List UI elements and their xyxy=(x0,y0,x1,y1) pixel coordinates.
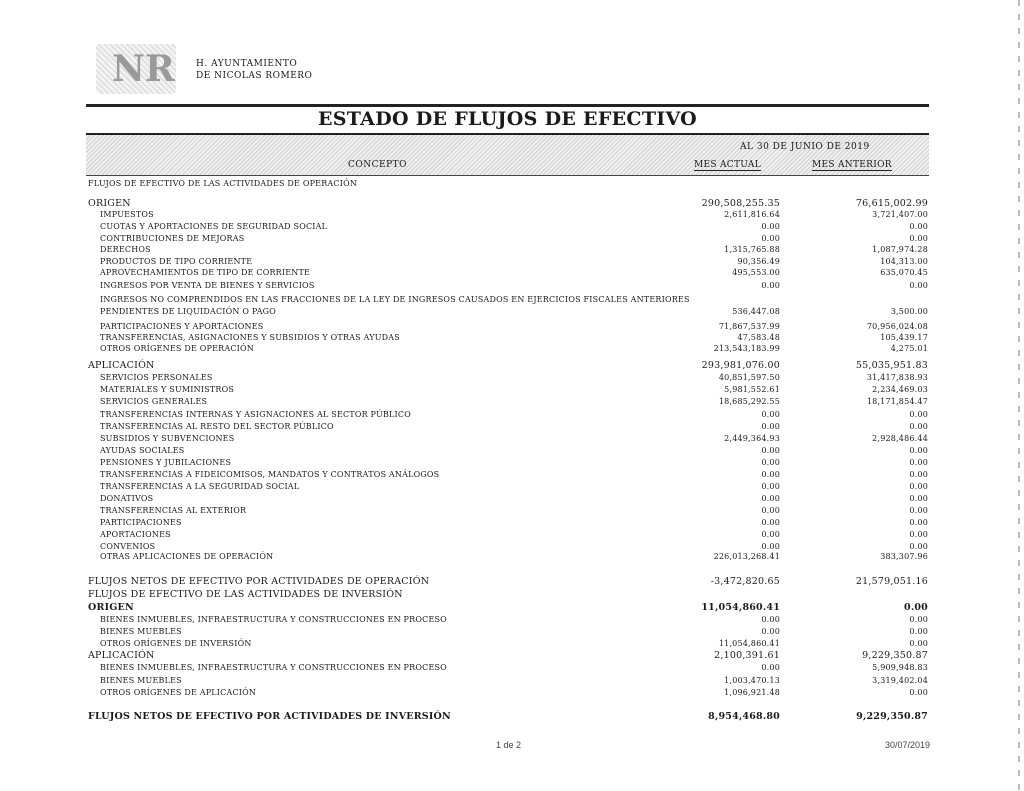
previous-month-value: 0.00 xyxy=(909,518,928,527)
table-row xyxy=(88,360,930,372)
previous-month-value: 9,229,350.87 xyxy=(862,650,928,661)
row-label: ORIGEN xyxy=(88,602,134,613)
report-date-label: AL 30 DE JUNIO DE 2019 xyxy=(740,142,870,152)
previous-month-value: 0.00 xyxy=(904,602,928,613)
table-row xyxy=(88,662,930,674)
row-label: BIENES INMUEBLES, INFRAESTRUCTURA Y CONSTRUCCIONES EN PROCESO xyxy=(100,615,447,624)
row-label: APLICACIÓN xyxy=(88,360,155,371)
row-label: SERVICIOS PERSONALES xyxy=(100,373,213,382)
table-row xyxy=(88,602,930,614)
table-row xyxy=(88,421,930,433)
previous-month-value: 104,313.00 xyxy=(880,257,928,266)
previous-month-value: 55,035,951.83 xyxy=(855,360,928,371)
row-label: FLUJOS NETOS DE EFECTIVO POR ACTIVIDADES DE OPERACIÓN xyxy=(88,576,430,587)
row-label: PRODUCTOS DE TIPO CORRIENTE xyxy=(100,257,253,266)
row-label: SERVICIOS GENERALES xyxy=(100,397,208,406)
current-month-value: -3,472,820.65 xyxy=(710,576,780,587)
row-label: BIENES MUEBLES xyxy=(100,676,182,685)
table-row xyxy=(88,280,930,292)
current-month-column-header: MES ACTUAL xyxy=(694,160,761,170)
current-month-value: 0.00 xyxy=(761,615,780,624)
previous-month-value: 0.00 xyxy=(909,410,928,419)
previous-month-value: 0.00 xyxy=(909,688,928,697)
current-month-value: 47,583.48 xyxy=(737,333,780,342)
current-month-value: 0.00 xyxy=(761,663,780,672)
table-row xyxy=(88,481,930,493)
previous-month-value: 31,417,838.93 xyxy=(866,373,928,382)
current-month-value: 0.00 xyxy=(761,234,780,243)
concept-column-header: CONCEPTO xyxy=(348,160,408,170)
previous-month-value: 2,234,469.03 xyxy=(872,385,928,394)
row-label: INGRESOS POR VENTA DE BIENES Y SERVICIOS xyxy=(100,281,315,290)
table-row xyxy=(88,445,930,457)
previous-month-value: 0.00 xyxy=(909,542,928,551)
table-header-band xyxy=(86,133,929,176)
current-month-value: 226,013,268.41 xyxy=(713,552,780,561)
current-month-value: 11,054,860.41 xyxy=(701,602,780,613)
current-month-value: 11,054,860.41 xyxy=(718,639,780,648)
previous-month-value: 76,615,002.99 xyxy=(855,198,928,209)
org-line-1: H. AYUNTAMIENTO xyxy=(196,59,298,69)
table-row xyxy=(88,493,930,505)
current-month-value: 290,508,255.35 xyxy=(701,198,780,209)
previous-month-value: 0.00 xyxy=(909,530,928,539)
row-label: APLICACIÓN xyxy=(88,650,155,661)
row-label: BIENES MUEBLES xyxy=(100,627,182,636)
table-row xyxy=(88,372,930,384)
current-month-value: 0.00 xyxy=(761,530,780,539)
table-row xyxy=(88,650,930,662)
table-row xyxy=(88,294,930,306)
row-label: FLUJOS NETOS DE EFECTIVO POR ACTIVIDADES DE INVERSIÓN xyxy=(88,711,451,722)
table-row xyxy=(88,505,930,517)
row-label: ORIGEN xyxy=(88,198,131,209)
current-month-value: 0.00 xyxy=(761,627,780,636)
current-month-value: 0.00 xyxy=(761,482,780,491)
row-label: FLUJOS DE EFECTIVO DE LAS ACTIVIDADES DE OPERACIÓN xyxy=(88,179,358,188)
current-month-value: 40,851,597.50 xyxy=(718,373,780,382)
previous-month-value: 0.00 xyxy=(909,446,928,455)
row-label: APROVECHAMIENTOS DE TIPO DE CORRIENTE xyxy=(100,268,311,277)
row-label: FLUJOS DE EFECTIVO DE LAS ACTIVIDADES DE INVERSIÓN xyxy=(88,589,403,600)
previous-month-value: 0.00 xyxy=(909,615,928,624)
previous-month-value: 5,909,948.83 xyxy=(872,663,928,672)
footer-date: 30/07/2019 xyxy=(885,740,931,750)
row-label: MATERIALES Y SUMINISTROS xyxy=(100,385,235,394)
current-month-value: 1,315,765.88 xyxy=(724,245,780,254)
previous-month-value: 3,500.00 xyxy=(890,307,928,316)
current-month-value: 0.00 xyxy=(761,494,780,503)
previous-month-value: 3,319,402.04 xyxy=(872,676,928,685)
table-row xyxy=(88,551,930,563)
page-title: ESTADO DE FLUJOS DE EFECTIVO xyxy=(317,108,698,130)
current-month-value: 0.00 xyxy=(761,410,780,419)
current-month-value: 293,981,076.00 xyxy=(701,360,780,371)
table-row xyxy=(88,457,930,469)
row-label: TRANSFERENCIAS AL EXTERIOR xyxy=(100,506,247,515)
previous-month-value: 4,275.01 xyxy=(890,344,928,353)
previous-month-value: 0.00 xyxy=(909,458,928,467)
current-month-value: 90,356.49 xyxy=(737,257,780,266)
current-month-value: 18,685,292.55 xyxy=(718,397,780,406)
row-label: TRANSFERENCIAS, ASIGNACIONES Y SUBSIDIOS Y OTRAS AYUDAS xyxy=(100,333,400,342)
row-label: TRANSFERENCIAS AL RESTO DEL SECTOR PÚBLICO xyxy=(100,422,334,431)
table-row xyxy=(88,638,930,650)
org-line-2: DE NICOLAS ROMERO xyxy=(196,71,313,81)
previous-month-value: 0.00 xyxy=(909,222,928,231)
table-row xyxy=(88,306,930,318)
table-row xyxy=(88,343,930,355)
current-month-value: 0.00 xyxy=(761,222,780,231)
current-month-value: 0.00 xyxy=(761,281,780,290)
row-label: PARTICIPACIONES Y APORTACIONES xyxy=(100,322,264,331)
previous-month-value: 0.00 xyxy=(909,627,928,636)
previous-month-value: 1,087,974.28 xyxy=(872,245,928,254)
previous-month-value: 18,171,854.47 xyxy=(866,397,928,406)
previous-month-value: 635,070.45 xyxy=(880,268,928,277)
current-month-value: 8,954,468.80 xyxy=(708,711,780,722)
previous-month-value: 21,579,051.16 xyxy=(855,576,928,587)
previous-month-value: 2,928,486.44 xyxy=(872,434,928,443)
row-label: OTRAS APLICACIONES DE OPERACIÓN xyxy=(100,552,274,561)
row-label: DONATIVOS xyxy=(100,494,154,503)
row-label: OTROS ORÍGENES DE INVERSIÓN xyxy=(100,639,252,648)
previous-month-column-header: MES ANTERIOR xyxy=(812,160,892,170)
previous-month-value: 0.00 xyxy=(909,494,928,503)
scan-edge xyxy=(1018,0,1020,791)
row-label: CUOTAS Y APORTACIONES DE SEGURIDAD SOCIAL xyxy=(100,222,328,231)
table-row xyxy=(88,469,930,481)
row-label: TRANSFERENCIAS A FIDEICOMISOS, MANDATOS Y CONTRATOS ANÁLOGOS xyxy=(100,470,440,479)
previous-month-value: 0.00 xyxy=(909,506,928,515)
top-rule xyxy=(86,104,929,107)
table-row xyxy=(88,517,930,529)
previous-month-value: 0.00 xyxy=(909,482,928,491)
previous-month-value: 0.00 xyxy=(909,422,928,431)
previous-month-value: 0.00 xyxy=(909,639,928,648)
current-month-value: 213,543,183.99 xyxy=(713,344,780,353)
table-row xyxy=(88,675,930,687)
row-label: CONVENIOS xyxy=(100,542,156,551)
current-month-value: 0.00 xyxy=(761,458,780,467)
row-label: IMPUESTOS xyxy=(100,210,154,219)
row-label: OTROS ORÍGENES DE APLICACIÓN xyxy=(100,688,257,697)
previous-month-value: 0.00 xyxy=(909,234,928,243)
row-label: OTROS ORÍGENES DE OPERACIÓN xyxy=(100,344,254,353)
row-label: INGRESOS NO COMPRENDIDOS EN LAS FRACCIONES DE LA LEY DE INGRESOS CAUSADOS EN EJERCICIOS FISCALES ANTERIORES xyxy=(100,295,690,304)
current-month-value: 1,096,921.48 xyxy=(724,688,780,697)
table-row xyxy=(88,433,930,445)
previous-month-value: 105,439.17 xyxy=(880,333,928,342)
previous-month-value: 70,956,024.08 xyxy=(866,322,928,331)
organization-name xyxy=(196,58,312,82)
table-row xyxy=(88,529,930,541)
current-month-value: 0.00 xyxy=(761,422,780,431)
current-month-value: 0.00 xyxy=(761,470,780,479)
current-month-value: 0.00 xyxy=(761,446,780,455)
row-label: PARTICIPACIONES xyxy=(100,518,182,527)
row-label: BIENES INMUEBLES, INFRAESTRUCTURA Y CONSTRUCCIONES EN PROCESO xyxy=(100,663,447,672)
table-row xyxy=(88,409,930,421)
table-row xyxy=(88,614,930,626)
current-month-value: 2,611,816.64 xyxy=(724,210,780,219)
current-month-value: 0.00 xyxy=(761,518,780,527)
current-month-value: 536,447.08 xyxy=(732,307,780,316)
current-month-value: 0.00 xyxy=(761,506,780,515)
table-row xyxy=(88,384,930,396)
row-label: DERECHOS xyxy=(100,245,151,254)
row-label: CONTRIBUCIONES DE MEJORAS xyxy=(100,234,245,243)
table-row xyxy=(88,576,930,588)
row-label: PENDIENTES DE LIQUIDACIÓN O PAGO xyxy=(100,307,277,316)
table-row xyxy=(88,244,930,256)
current-month-value: 0.00 xyxy=(761,542,780,551)
table-row xyxy=(88,267,930,279)
current-month-value: 71,867,537.99 xyxy=(718,322,780,331)
previous-month-value: 3,721,407.00 xyxy=(872,210,928,219)
row-label: SUBSIDIOS Y SUBVENCIONES xyxy=(100,434,235,443)
table-row xyxy=(88,626,930,638)
row-label: AYUDAS SOCIALES xyxy=(100,446,185,455)
current-month-value: 1,003,470.13 xyxy=(724,676,780,685)
previous-month-value: 383,307.96 xyxy=(880,552,928,561)
table-row xyxy=(88,687,930,699)
previous-month-value: 0.00 xyxy=(909,281,928,290)
current-month-value: 2,449,364.93 xyxy=(724,434,780,443)
row-label: TRANSFERENCIAS A LA SEGURIDAD SOCIAL xyxy=(100,482,300,491)
page-number: 1 de 2 xyxy=(496,740,522,750)
row-label: PENSIONES Y JUBILACIONES xyxy=(100,458,232,467)
table-row xyxy=(88,221,930,233)
table-row xyxy=(88,209,930,221)
current-month-value: 495,553.00 xyxy=(732,268,780,277)
previous-month-value: 0.00 xyxy=(909,470,928,479)
table-row xyxy=(88,396,930,408)
logo-mark: NR xyxy=(112,48,175,90)
row-label: APORTACIONES xyxy=(100,530,171,539)
previous-month-value: 9,229,350.87 xyxy=(856,711,928,722)
table-row xyxy=(88,589,930,601)
row-label: TRANSFERENCIAS INTERNAS Y ASIGNACIONES AL SECTOR PÚBLICO xyxy=(100,410,411,419)
current-month-value: 2,100,391.61 xyxy=(714,650,780,661)
table-row xyxy=(88,711,930,723)
table-row xyxy=(88,178,930,190)
current-month-value: 5,981,552.61 xyxy=(724,385,780,394)
